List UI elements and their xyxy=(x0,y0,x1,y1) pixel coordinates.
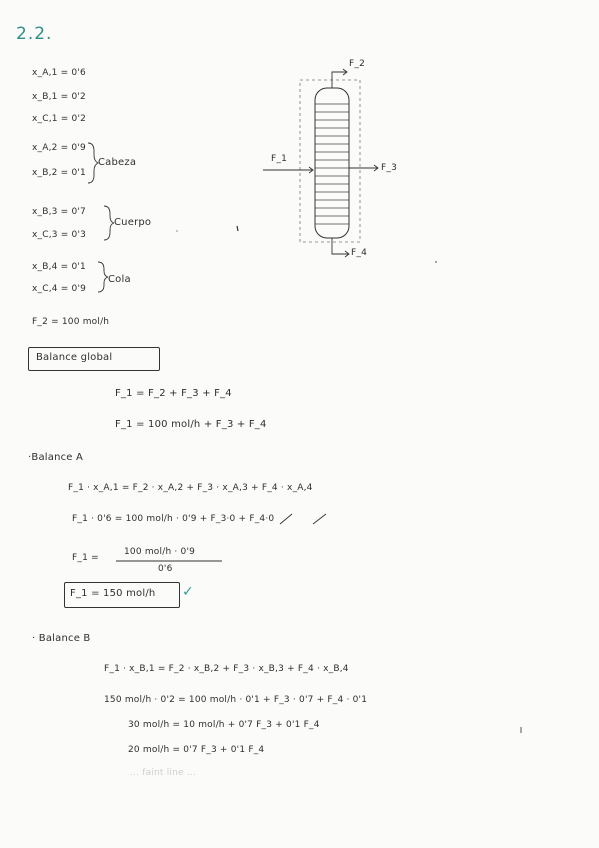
balance-a-eq-3-lhs: F_1 = xyxy=(72,553,99,563)
balance-a-eq-3-num: 100 mol/h · 0'9 xyxy=(124,547,196,557)
label-f2: F_2 xyxy=(349,59,366,69)
given-xa2: x_A,2 = 0'9 xyxy=(32,143,86,153)
column-body xyxy=(315,88,349,238)
label-f3: F_3 xyxy=(381,163,398,173)
given-xb1: x_B,1 = 0'2 xyxy=(32,92,86,102)
brace-cuerpo xyxy=(104,206,114,240)
label-cola: Cola xyxy=(108,274,131,285)
label-f1: F_1 xyxy=(271,154,288,164)
label-cabeza: Cabeza xyxy=(98,157,137,168)
brace-cola xyxy=(98,262,108,292)
given-xc4: x_C,4 = 0'9 xyxy=(32,284,87,294)
given-xa1: x_A,1 = 0'6 xyxy=(32,68,86,78)
global-eq-2: F_1 = 100 mol/h + F_3 + F_4 xyxy=(115,419,267,430)
balance-b-eq-3: 30 mol/h = 10 mol/h + 0'7 F_3 + 0'1 F_4 xyxy=(128,720,320,730)
given-xb3: x_B,3 = 0'7 xyxy=(32,207,86,217)
balance-b-eq-1: F_1 · x_B,1 = F_2 · x_B,2 + F_3 · x_B,3 + F_4 · x_B,4 xyxy=(104,664,349,674)
column-trays xyxy=(315,104,349,224)
given-xb4: x_B,4 = 0'1 xyxy=(32,262,86,272)
global-eq-1: F_1 = F_2 + F_3 + F_4 xyxy=(115,388,232,399)
check-mark: ✓ xyxy=(182,584,194,600)
balance-a-eq-2: F_1 · 0'6 = 100 mol/h · 0'9 + F_3·0 + F_4·0 xyxy=(72,514,275,524)
result-f1: F_1 = 150 mol/h xyxy=(70,588,156,599)
given-xc1: x_C,1 = 0'2 xyxy=(32,114,87,124)
label-cuerpo: Cuerpo xyxy=(114,217,152,228)
given-xc3: x_C,3 = 0'3 xyxy=(32,230,87,240)
problem-number: 2.2. xyxy=(16,24,53,44)
balance-a-eq-1: F_1 · x_A,1 = F_2 · x_A,2 + F_3 · x_A,3 + F_4 · x_A,4 xyxy=(68,483,313,493)
given-f2: F_2 = 100 mol/h xyxy=(32,317,110,327)
balance-a-eq-3-den: 0'6 xyxy=(158,564,173,574)
balance-a-title: ·Balance A xyxy=(28,452,84,463)
balance-b-eq-5-faint: ... faint line ... xyxy=(130,768,197,778)
balance-b-eq-2: 150 mol/h · 0'2 = 100 mol/h · 0'1 + F_3 · 0'7 + F_4 · 0'1 xyxy=(104,695,368,705)
given-xb2: x_B,2 = 0'1 xyxy=(32,168,86,178)
brace-cabeza xyxy=(88,143,98,183)
balance-b-eq-4: 20 mol/h = 0'7 F_3 + 0'1 F_4 xyxy=(128,745,265,755)
balance-b-title: · Balance B xyxy=(32,633,91,644)
label-f4: F_4 xyxy=(351,248,368,258)
balance-global-title: Balance global xyxy=(36,352,113,363)
